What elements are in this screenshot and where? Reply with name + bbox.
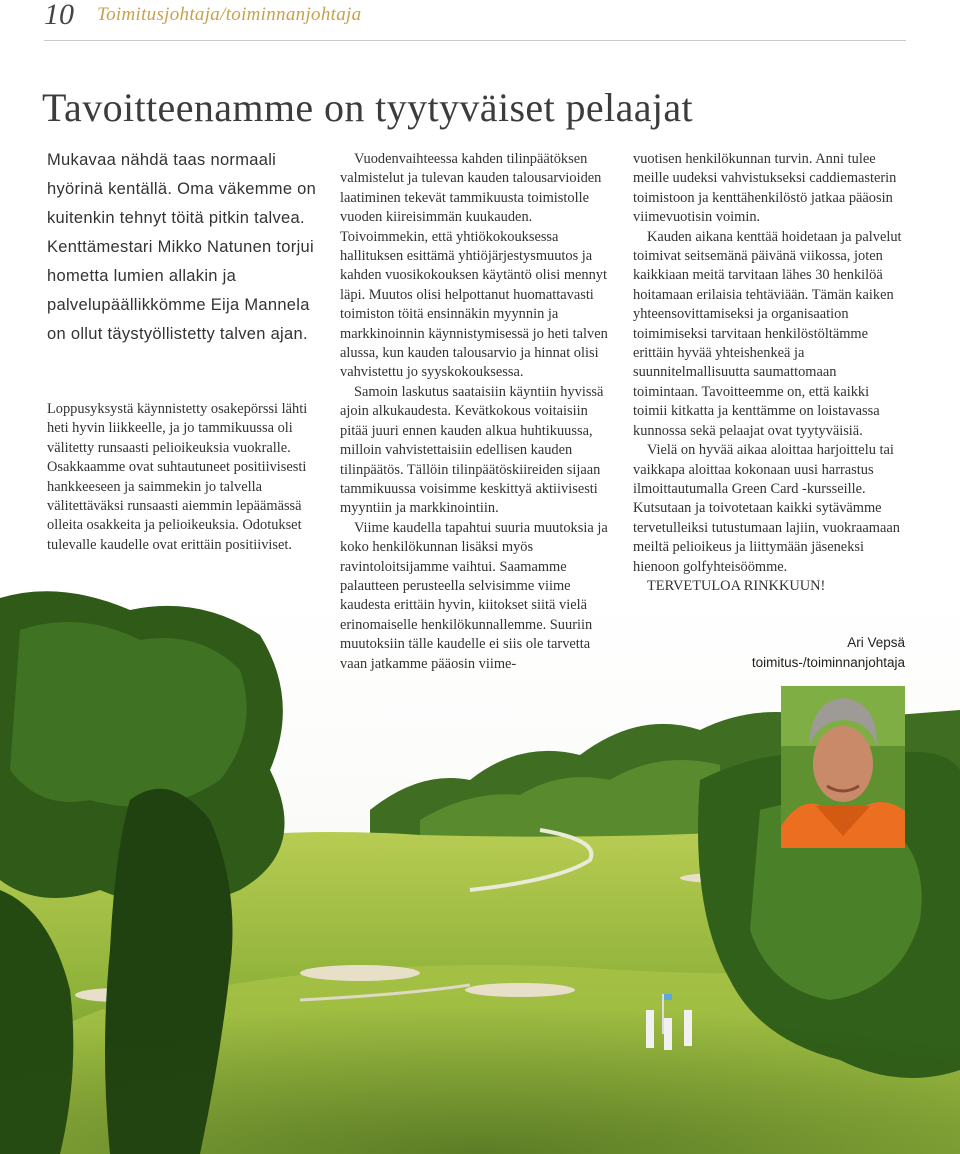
paragraph: Viime kaudella tapahtui suuria muutoksia ja koko henkilökunnan lisäksi myös ravintoloitsijamme vaihtui. Saamamme palautteen perusteella selvisimme viime kaudesta erittäin hyvin, kiitokset siitä vielä erinomaiselle henkilökunnallemme. Suuriin muutoksiin tälle kaudelle ei siis ole tarvetta vaan jatkamme pääosin viime- — [340, 519, 608, 672]
paragraph: Kauden aikana kenttää hoidetaan ja palvelut toimivat seitsemänä päivänä viikossa, joten kaikkiaan meitä tarvitaan lähes 30 henkilöä hoitamaan erilaisia tehtäviään. Tämän kaiken yhteensovittamiseksi ja organisaation toimimiseksi tarvitaan henkilöstöltämme erittäin hyvää yhteishenkeä ja suunnitelmallisuutta saumattomaan toimintaan. Tavoitteemme on, että kaikki toimii kitkatta ja kenttämme on loistavassa kunnossa sekä pelaajat ovat tyytyväisiä. — [633, 228, 902, 439]
column-1 — [47, 400, 329, 555]
signature-name: Ari Vepsä — [847, 635, 905, 650]
paragraph: Vielä on hyvää aikaa aloittaa harjoittelu tai vaikkapa aloittaa kokonaan uusi harrastus ilmoittautumalla Green Card -kursseille. Kutsutaan ja toivotetaan kaikki sytävämme tervetulleiksi tutustumaan lajiin, vuokraamaan meiltä pelioikeus ja liittymään jäseneksi hienoon golfyhteisöömme. — [633, 442, 900, 575]
column-2 — [340, 150, 615, 674]
page-header — [44, 0, 906, 41]
column-3 — [633, 150, 905, 596]
section-title: Toimitusjohtaja/toiminnanjohtaja — [97, 4, 362, 25]
signature-title: toimitus-/toiminnanjohtaja — [751, 655, 905, 670]
paragraph: vuotisen henkilökunnan turvin. Anni tulee meille uudeksi vahvistukseksi caddiemasterin toimistoon ja kenttähenkilöstö jatkaa pääosin viimevuotisin voimin. — [633, 151, 897, 226]
paragraph: Samoin laskutus saataisiin käyntiin hyvissä ajoin alkukaudesta. Kevätkokous voitaisiin pitää juuri ennen kauden alkua huhtikuussa, milloin vahvistettaisiin edellisen kauden tilinpäätös. Tällöin tilinpäätöskiireiden sijaan tammikuussa voisimme keskittyä aktiivisesti myyntiin ja markkinointiin. — [340, 383, 604, 517]
paragraph: Vuodenvaihteessa kahden tilinpäätöksen valmistelut ja tulevan kauden talousarvioiden laatiminen tekevät tammikuusta toimistolle vuoden kiireisimmän kuukauden. Toivoimmekin, että yhtiökokouksessa hallituksen esittämä yhtiöjärjestysmuutos ja kahden vuosikokouksen käytäntö olisi mennyt läpi. Muutos olisi helpottanut huomattavasti toimiston töitä ensinnäkin myynnin ja markkinoinnin käynnistymisessä jo heti talven alussa, kun kauden talousarvio ja hinnat olisi vahvistettu jo syyskokouksessa. — [340, 151, 608, 381]
closing-line: TERVETULOA RINKKUUN! — [647, 577, 826, 594]
golf-course-photo — [0, 590, 960, 1154]
headline: Tavoitteenamme on tyytyväiset pelaajat — [42, 85, 694, 130]
portrait-photo — [781, 686, 905, 848]
paragraph: Loppusyksystä käynnistetty osakepörssi lähti heti hyvin liikkeelle, ja jo tammikuussa oli välitetty runsaasti pelioikeuksia vuokralle. Osakkaamme ovat suhtautuneet positiivisesti hankkeeseen ja saimmekin jo talvella välitettäväksi runsaasti aiemmin lepäämässä olleita osakkeita ja pelioikeuksia. Odotukset tulevalle kaudelle ovat erittäin positiiviset. — [47, 401, 308, 553]
lead-paragraph: Mukavaa nähdä taas normaali hyörinä kentällä. Oma väkemme on kuitenkin tehnyt töitä pitkin talvea. Kenttämestari Mikko Natunen torjui hometta lumien allakin ja palvelupäällikkömme Eija Mannela on ollut täystyöllistetty talven ajan. — [47, 151, 317, 343]
page-number: 10 — [44, 0, 74, 31]
signature — [752, 633, 905, 673]
